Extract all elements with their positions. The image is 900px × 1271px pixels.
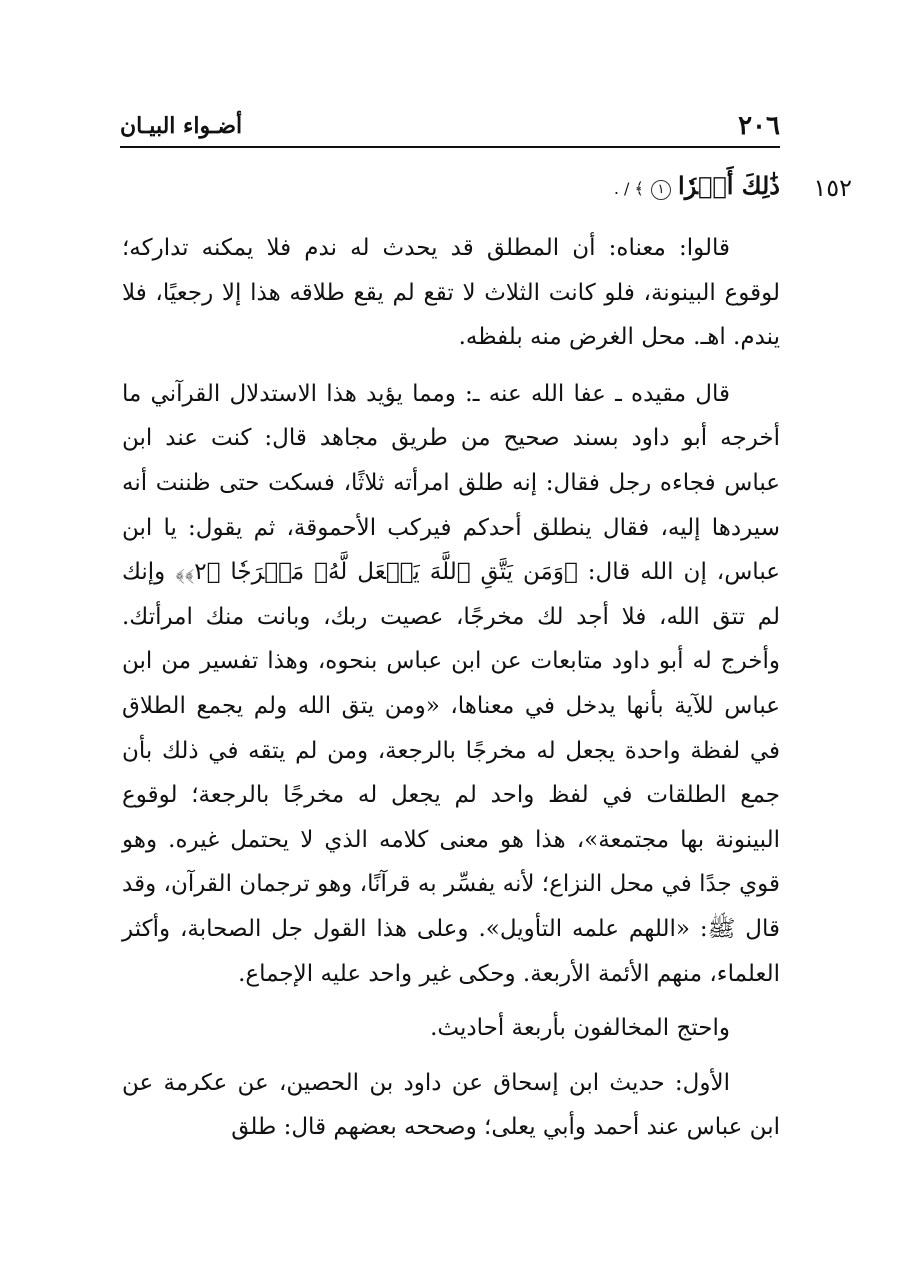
paragraph-1	[122, 226, 780, 360]
page-number: ٢٠٦	[738, 111, 780, 141]
text-line: واحتج المخالفون بأربعة أحاديث.	[430, 1015, 730, 1042]
verse-number-marker: ١	[651, 180, 671, 200]
text-line: ما أخرجه أبو داود بسند صحيح من طريق مجاهد قال: كنت عند	[122, 380, 780, 452]
text-line: مخرجًا بالرجعة؛ لوقوع البينونة بها مجتمعة»، هذا هو معنى كلامه	[122, 782, 780, 853]
text-line: عن ابن عباس عند أحمد وأبي يعلى؛ وصححه بعضهم قال: طلق	[122, 1069, 780, 1141]
paragraph-2	[122, 372, 780, 996]
text-line: ابن عباس فجاءه رجل فقال: إنه طلق امرأته ثلاثًا، فسكت حتى	[122, 425, 780, 496]
text-line: لوقوع البينونة، فلو كانت الثلاث لا تقع لم يقع طلاقه هذا إلا	[221, 279, 780, 306]
text-line: تفسير من ابن عباس للآية بأنها يدخل في معناها، «ومن يتق الله	[122, 648, 781, 719]
page-body	[122, 226, 780, 1150]
text-line: الذي لا يحتمل غيره. وهو قوي جدًا في محل النزاع؛ لأنه يفسِّر به	[122, 826, 780, 898]
text-line: قال مقيده ـ عفا الله عنه ـ: ومما يؤيد هذا الاستدلال القرآني	[150, 380, 730, 407]
verse-closing-mark: ﴾ / .	[613, 179, 644, 198]
text-line: رجعيًا، فلا يندم. اهـ. محل الغرض منه بلفظه.	[122, 279, 780, 351]
text-line: الأول: حديث ابن إسحاق عن داود بن الحصين، عن عكرمة	[163, 1069, 731, 1096]
page-header	[120, 108, 780, 148]
paragraph-3	[122, 1006, 780, 1051]
text-line: وإنك لم تتق الله، فلا أجد لك مخرجًا، عصيت ربك، وبانت منك	[122, 559, 780, 630]
text-line: امرأتك. وأخرج له أبو داود متابعات عن ابن عباس بنحوه، وهذا	[122, 603, 781, 675]
text-line: ظننت أنه سيردها إليه، فقال ينطلق أحدكم فيركب الأحموقة، ثم	[122, 469, 780, 541]
text-line: قرآنًا، وهو ترجمان القرآن، وقد قال ﷺ: «اللهم علمه التأويل».	[122, 871, 781, 942]
quran-verse-fragment: ذَٰلِكَ أَمۡرٗا	[678, 171, 780, 200]
text-line: وعلى هذا القول جل الصحابة، وأكثر العلماء، منهم الأئمة	[122, 915, 780, 987]
text-line: لم يتقه في ذلك بأن جمع الطلقات في لفظ واحد لم يجعل له	[122, 737, 781, 809]
verse-continuation-line	[120, 164, 780, 208]
book-title: أضـواء البيـان	[120, 113, 243, 139]
text-line: الأربعة. وحكى غير واحد عليه الإجماع.	[238, 960, 591, 987]
text-line: قالوا: معناه: أن المطلق قد يحدث له ندم فلا يمكنه تداركه؛	[122, 235, 730, 261]
text-line: ولم يجمع الطلاق في لفظة واحدة يجعل له مخرجًا بالرجعة، ومن	[122, 692, 781, 764]
margin-verse-reference: ١٥٢	[813, 174, 852, 202]
header-divider	[120, 146, 780, 148]
text-line: يقول: يا ابن عباس، إن الله قال: ﴿وَمَن يَتَّقِ ٱللَّهَ يَجۡعَل لَّهُۥ مَخۡرَجٗا ﴿٢﴾﴾	[122, 514, 780, 586]
paragraph-4	[122, 1061, 780, 1150]
